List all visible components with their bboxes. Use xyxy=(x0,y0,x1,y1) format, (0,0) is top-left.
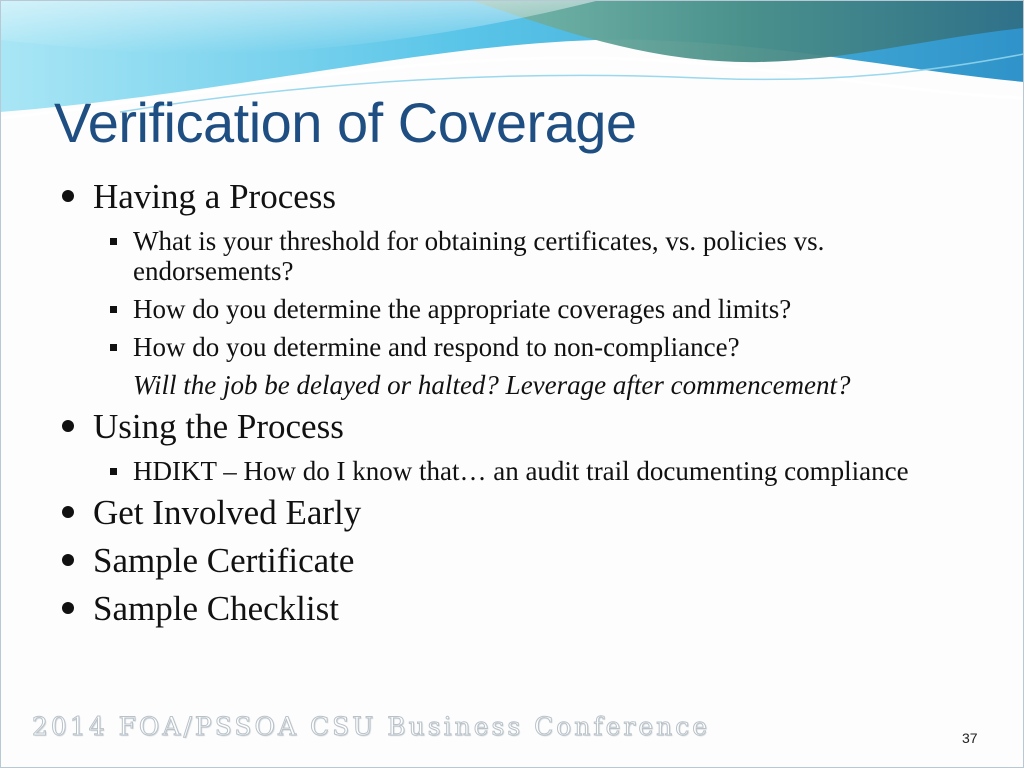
square-bullet-icon xyxy=(110,306,117,313)
sub-bullet-text: What is your threshold for obtaining certificates, vs. policies vs. endorsements? xyxy=(133,226,825,286)
bullet-text: Sample Certificate xyxy=(93,541,355,580)
sub-bullet-item xyxy=(60,226,990,286)
conference-footer: 2014 FOA/PSSOA CSU Business Conference xyxy=(32,712,711,741)
sub-bullet-list xyxy=(60,226,990,400)
sub-bullet-text: How do you determine the appropriate coverages and limits? xyxy=(133,294,792,324)
bullet-item xyxy=(60,540,990,582)
square-bullet-icon xyxy=(110,468,117,475)
sub-bullet-text: How do you determine and respond to non-compliance? xyxy=(133,332,740,362)
bullet-text: Sample Checklist xyxy=(93,589,339,628)
bullet-item xyxy=(60,492,990,534)
bullet-text: Having a Process xyxy=(93,177,337,216)
bullet-list xyxy=(60,172,990,630)
sub-bullet-item xyxy=(60,332,990,362)
italic-note: Will the job be delayed or halted? Leverage after commencement? xyxy=(133,370,851,400)
round-bullet-icon xyxy=(62,420,74,432)
round-bullet-icon xyxy=(62,506,74,518)
bullet-text: Get Involved Early xyxy=(93,493,362,532)
sub-bullet-item xyxy=(60,456,990,486)
square-bullet-icon xyxy=(110,238,117,245)
page-number: 37 xyxy=(962,730,978,746)
bullet-item xyxy=(60,406,990,448)
round-bullet-icon xyxy=(62,554,74,566)
square-bullet-icon xyxy=(110,344,117,351)
slide-title: Verification of Coverage xyxy=(54,91,637,154)
bullet-item xyxy=(60,176,990,218)
round-bullet-icon xyxy=(62,602,74,614)
sub-bullet-list xyxy=(60,456,990,486)
bullet-item xyxy=(60,588,990,630)
round-bullet-icon xyxy=(62,190,74,202)
sub-bullet-item xyxy=(60,294,990,324)
sub-bullet-text: HDIKT – How do I know that… an audit trail documenting compliance xyxy=(133,456,909,486)
bullet-text: Using the Process xyxy=(93,407,344,446)
